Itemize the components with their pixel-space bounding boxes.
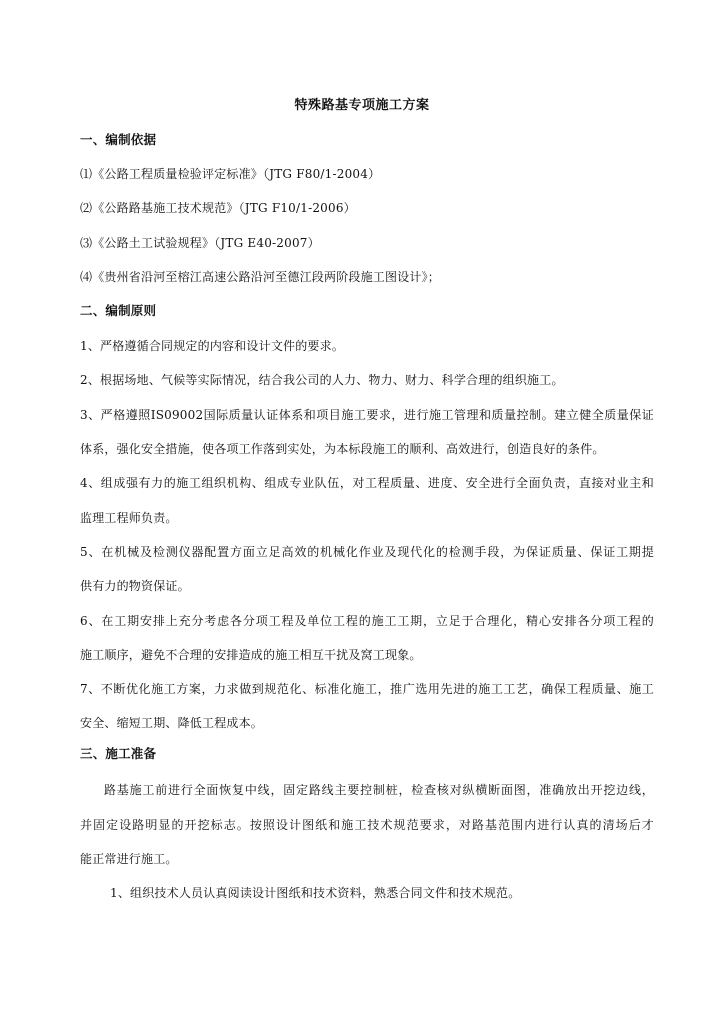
section-heading-basis: 一、编制依据: [80, 132, 157, 147]
principle-line-6-cont: 施工顺序，避免不合理的安排造成的施工相互干扰及窝工现象。: [80, 648, 422, 662]
basis-item-4: ⑷《贵州省沿河至榕江高速公路沿河至德江段两阶段施工图设计》；: [80, 270, 441, 284]
principle-line-5-cont: 供有力的物资保证。: [80, 579, 190, 593]
preparation-paragraph-line-2: 并固定设路明显的开挖标志。按照设计图纸和施工技术规范要求，对路基范围内进行认真的清场后才: [80, 818, 654, 832]
principle-line-7-cont: 安全、缩短工期、降低工程成本。: [80, 716, 264, 730]
principle-line-1: 1、严格遵循合同规定的内容和设计文件的要求。: [80, 339, 345, 353]
section-heading-preparation: 三、施工准备: [80, 746, 157, 761]
principle-line-5: 5、在机械及检测仪器配置方面立足高效的机械化作业及现代化的检测手段，为保证质量、保证工期提: [80, 545, 654, 559]
principle-line-7: 7、不断优化施工方案，力求做到规范化、标准化施工，推广选用先进的施工工艺，确保工程质量、施工: [80, 682, 654, 696]
principle-line-3: 3、严格遵照IS09002国际质量认证体系和项目施工要求，进行施工管理和质量控制。建立健全质量保证: [80, 408, 654, 422]
document-title: 特殊路基专项施工方案: [294, 98, 430, 113]
principle-line-2: 2、根据场地、气候等实际情况，结合我公司的人力、物力、财力、科学合理的组织施工。: [80, 373, 564, 387]
basis-item-2: ⑵《公路路基施工技术规范》（JTG F10/1-2006）: [80, 201, 356, 215]
principle-line-6: 6、在工期安排上充分考虑各分项工程及单位工程的施工工期，立足于合理化，精心安排各分项工程的: [80, 614, 654, 628]
principle-line-3-cont: 体系，强化安全措施，使各项工作落到实处，为本标段施工的顺利、高效进行，创造良好的条件。: [80, 442, 605, 456]
principle-line-4: 4、组成强有力的施工组织机构、组成专业队伍，对工程质量、进度、安全进行全面负责，直接对业主和: [80, 476, 654, 490]
section-heading-principles: 二、编制原则: [80, 303, 157, 318]
preparation-paragraph-line-1: 路基施工前进行全面恢复中线，固定路线主要控制桩，检查核对纵横断面图，准确放出开挖边线，: [104, 783, 654, 797]
preparation-paragraph-line-3: 能正常进行施工。: [80, 852, 178, 866]
preparation-item-1: 1、组织技术人员认真阅读设计图纸和技术资料，熟悉合同文件和技术规范。: [110, 886, 521, 900]
principle-line-4-cont: 监理工程师负责。: [80, 511, 178, 525]
basis-item-3: ⑶《公路土工试验规程》（JTG E40-2007）: [80, 236, 320, 250]
basis-item-1: ⑴《公路工程质量检验评定标准》（JTG F80/1-2004）: [80, 167, 381, 181]
